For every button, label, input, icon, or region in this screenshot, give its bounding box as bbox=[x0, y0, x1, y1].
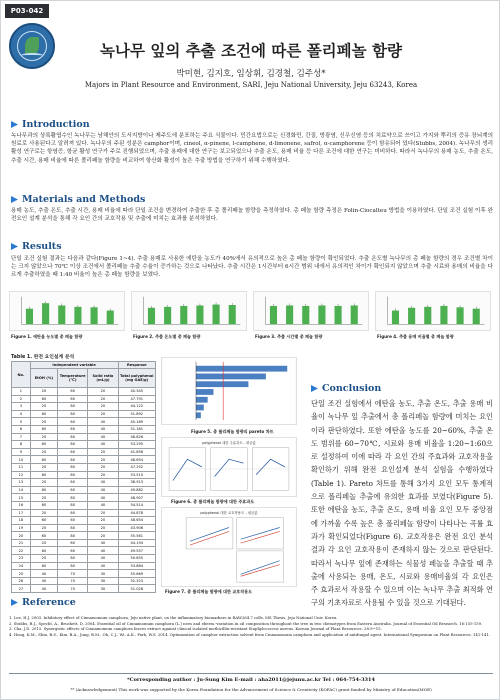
figure-7-caption: Figure 7. 총 폴리페놀 함량에 대한 교호작용도 bbox=[165, 589, 253, 594]
table-cell: 40 bbox=[88, 479, 118, 487]
table-row bbox=[12, 388, 156, 396]
conclusion-text: 단일 조건 실험에서 에탄올 농도, 추출 온도, 추출 용매 비율이 녹나무 잎 추출에서 총 폴리페놀 함량에 미치는 요인이라 판단하였다. 또한 에탄올 농도를 20~60%, 추출 온도 범위를 60~70℃, 시료와 용매 비율을 1:20~1:60으로 설정하여 이에 따라 각 요인 간의 주효과와 교호작용을 확인하기 위해 완전 요인설계 분석 실험을 수행하였다(Table 1). Pareto 차트를 통해 3가지 요인 모두 통계적으로 폴리페놀 추출에 유의한 효과를 보였다(Figure 5). 또한 에탄올 농도, 추출 온도, 용매 비율 요인 모두 중앙점에 가까울 수록 높은 총 폴리페놀 함량이 나타나는 곡률 효과가 확인되었다(Figure 6). 교호작용은 완전 요인 분석 결과 각 요인 교호작용이 존재하지 않는 것으로 판단된다. 따라서 녹나무 잎에 존재하는 식물성 페놀을 추출할 때 추출에 사용되는 용매, 온도, 시료와 용매비율의 각 요인은 주 효과로서 작용할 수 있으며 이는 녹나무 추출 최적화 연구의 기초자료로 사용될 수 있을 것으로 기대된다. bbox=[311, 399, 493, 608]
table-cell: 20 bbox=[88, 517, 118, 525]
table-cell: 60 bbox=[30, 425, 57, 433]
table-row bbox=[12, 456, 156, 464]
table-cell: 51.181 bbox=[118, 425, 155, 433]
table-cell: 40 bbox=[88, 441, 118, 449]
table-cell: 21 bbox=[12, 539, 31, 547]
table-cell: 20 bbox=[88, 532, 118, 540]
table-cell: 40 bbox=[88, 562, 118, 570]
table-cell: 60 bbox=[58, 479, 88, 487]
table-header-etoh: EtOH (%) bbox=[30, 369, 57, 388]
table-row bbox=[12, 539, 156, 547]
poster-title: 녹나무 잎의 추출 조건에 따른 폴리페놀 함량 bbox=[100, 42, 402, 60]
chart-bar bbox=[270, 306, 277, 324]
table-row bbox=[12, 524, 156, 532]
table-cell: 60 bbox=[58, 448, 88, 456]
table-cell: 48.907 bbox=[118, 494, 155, 502]
table-cell: 16 bbox=[12, 501, 31, 509]
table-cell: 60 bbox=[30, 441, 57, 449]
table-cell: 43.906 bbox=[118, 524, 155, 532]
table-cell: 49.882 bbox=[118, 486, 155, 494]
chart-bar bbox=[196, 305, 203, 324]
table-cell: 41.856 bbox=[118, 448, 155, 456]
table-cell: 20 bbox=[88, 395, 118, 403]
table-cell: 9 bbox=[12, 448, 31, 456]
table-cell: 48.654 bbox=[118, 456, 155, 464]
table-row bbox=[12, 410, 156, 418]
pareto-bar bbox=[196, 389, 213, 395]
table-cell: 13 bbox=[12, 479, 31, 487]
poster-affiliation: Majors in Plant Resource and Environment, SARI, Jeju National University, Jeju 63243, Korea bbox=[84, 81, 418, 89]
poster-id: P03-042 bbox=[5, 4, 49, 18]
table-cell: 40 bbox=[30, 570, 57, 578]
table-row bbox=[12, 509, 156, 517]
table-header-total: Total polyphenol (mg GAE/g) bbox=[118, 369, 155, 388]
figure-1-caption: Figure 1. 에탄올 농도별 총 페놀 함량 bbox=[11, 334, 83, 339]
table-row bbox=[12, 517, 156, 525]
chart-bar bbox=[180, 306, 187, 324]
table-row bbox=[12, 479, 156, 487]
chart-bar bbox=[302, 306, 309, 324]
table-cell: 60 bbox=[58, 509, 88, 517]
arrow-icon bbox=[311, 385, 318, 392]
table-cell: 60 bbox=[58, 539, 88, 547]
pareto-bar bbox=[196, 374, 266, 380]
table-cell: 26 bbox=[12, 577, 31, 585]
table-cell: 60 bbox=[30, 486, 57, 494]
table-row bbox=[12, 547, 156, 555]
conclusion-heading: Conclusion bbox=[311, 383, 381, 394]
arrow-icon bbox=[11, 196, 18, 203]
table-cell: 3 bbox=[12, 403, 31, 411]
table-row bbox=[12, 555, 156, 563]
table-cell: 5 bbox=[12, 418, 31, 426]
pareto-bar bbox=[196, 412, 201, 418]
results-text: 단일 조건 실험 결과는 다음과 같다(Figure 1~4). 추출 용매로 사용한 에탄올 농도가 40%에서 유의적으로 높은 총 페놀 함량이 확인되었다. 추출 온도별 녹나무의 총 페놀 함량의 경우 조건별 차이는 크지 않았으나 70℃ 이상 조건에서 폴리페놀 추출 수율이 증가하는 것으로 나타났다. 추출 시간은 1시간부터 6시간 범위 내에서 유의적인 차이가 확인되지 않았으며 추출 시료와 용매의 비율을 다르게 추출하였을 때 1:40 비율이 높은 총 페놀 함량을 보였다. bbox=[11, 256, 493, 279]
table-cell: 20 bbox=[30, 524, 57, 532]
table-cell: 70 bbox=[58, 577, 88, 585]
table-cell: 30 bbox=[88, 577, 118, 585]
table-cell: 80 bbox=[58, 555, 88, 563]
table-cell: 60 bbox=[58, 486, 88, 494]
table-row bbox=[12, 471, 156, 479]
table-cell: 20 bbox=[30, 418, 57, 426]
table-cell: 20 bbox=[30, 539, 57, 547]
table-cell: 80 bbox=[58, 433, 88, 441]
table-row bbox=[12, 486, 156, 494]
reference-item: 3. Cha, J.D. 2015. Synergistic effects of Cinnamomum camphora leaves extract against clinical isolated methicillin-resistant Staphylococcus aureus. Korean Journal of Plant Resources. 28:9~15. bbox=[9, 626, 382, 632]
table-cell: 30 bbox=[88, 585, 118, 593]
pareto-bar bbox=[196, 366, 287, 372]
table-cell: 40 bbox=[88, 433, 118, 441]
table-cell: 40 bbox=[88, 418, 118, 426]
methods-text: 용매 농도, 추출 온도, 추출 시간, 용매 비율에 따라 단일 조건을 변경하여 추출한 후 총 폴리페놀 함량을 측정하였다. 총 페놀 함량 측정은 Folin-Ciocalteu 방법을 이용하였다. 단일 조건 실험 이후 완전요인 설계 분석을 통해 각 요인 간의 교호작용 및 추출에 미치는 효과를 분석하였다. bbox=[11, 208, 493, 223]
table-cell: 51.892 bbox=[118, 410, 155, 418]
table-cell: 40 bbox=[88, 425, 118, 433]
table-cell: 22 bbox=[12, 547, 31, 555]
design-table bbox=[11, 361, 156, 593]
table-cell: 20 bbox=[88, 456, 118, 464]
table-cell: 30 bbox=[88, 570, 118, 578]
table-cell: 48.654 bbox=[118, 517, 155, 525]
chart-axis bbox=[143, 297, 240, 325]
arrow-icon bbox=[11, 121, 18, 128]
table-cell: 20 bbox=[30, 509, 57, 517]
references-list bbox=[9, 615, 495, 637]
table-cell: 60 bbox=[58, 547, 88, 555]
table-row bbox=[12, 463, 156, 471]
figure-5-caption: Figure 5. 총 폴리페놀 함량의 pareto 차트 bbox=[191, 429, 274, 434]
figure-2-chart bbox=[131, 291, 247, 331]
table-row bbox=[12, 562, 156, 570]
chart-bar bbox=[91, 307, 98, 324]
chart-bar bbox=[408, 308, 415, 325]
table-cell: 80 bbox=[58, 441, 88, 449]
methods-heading: Materials and Methods bbox=[11, 194, 145, 205]
table-cell: 50.655 bbox=[118, 555, 155, 563]
figure-4-chart bbox=[375, 291, 491, 331]
table-cell: 12 bbox=[12, 471, 31, 479]
table-cell: 80 bbox=[58, 410, 88, 418]
table-cell: 60 bbox=[58, 395, 88, 403]
table-cell: 49.557 bbox=[118, 547, 155, 555]
table-row bbox=[12, 425, 156, 433]
table-row bbox=[12, 395, 156, 403]
chart-bar bbox=[286, 305, 293, 324]
table-row bbox=[12, 418, 156, 426]
table-cell: 40 bbox=[88, 486, 118, 494]
figure-2-caption: Figure 2. 추출 온도별 총 페놀 함량 bbox=[133, 334, 201, 339]
chart-bar bbox=[164, 307, 171, 324]
table-cell: 44.194 bbox=[118, 539, 155, 547]
table-cell: 60 bbox=[30, 395, 57, 403]
table-cell: 11 bbox=[12, 463, 31, 471]
table-cell: 45.169 bbox=[118, 418, 155, 426]
table-cell: 20 bbox=[12, 532, 31, 540]
table-cell: 55.669 bbox=[118, 570, 155, 578]
table-cell: 18 bbox=[12, 517, 31, 525]
table-cell: 47.252 bbox=[118, 463, 155, 471]
pareto-bar bbox=[196, 381, 248, 387]
table-row bbox=[12, 441, 156, 449]
chart-bar bbox=[440, 306, 447, 324]
pareto-bar bbox=[196, 405, 204, 411]
chart-bar bbox=[74, 307, 81, 324]
table-cell: 20 bbox=[88, 410, 118, 418]
figure-3-chart bbox=[253, 291, 369, 331]
table-row bbox=[12, 448, 156, 456]
table-cell: 20 bbox=[30, 555, 57, 563]
table-cell: 20 bbox=[30, 388, 57, 396]
chart-bar bbox=[58, 305, 65, 324]
table-cell: 38.913 bbox=[118, 479, 155, 487]
arrow-icon bbox=[11, 599, 18, 606]
table-cell: 55.561 bbox=[118, 532, 155, 540]
chart-bar bbox=[26, 309, 33, 325]
chart-axis bbox=[265, 297, 362, 325]
table-cell: 60 bbox=[30, 547, 57, 555]
table-cell: 70 bbox=[58, 570, 88, 578]
table-cell: 52.323 bbox=[118, 577, 155, 585]
table-header-independent: Independent variable bbox=[30, 362, 118, 369]
table-row bbox=[12, 570, 156, 578]
table-cell: 51.028 bbox=[118, 585, 155, 593]
table-cell: 54.514 bbox=[118, 501, 155, 509]
table-cell: 25 bbox=[12, 570, 31, 578]
table-cell: 60 bbox=[30, 501, 57, 509]
table-row bbox=[12, 532, 156, 540]
table-cell: 10 bbox=[12, 456, 31, 464]
figure-4-caption: Figure 4. 추출 용매 비율별 총 페놀 함량 bbox=[377, 334, 454, 339]
intro-text: 녹나무과의 상록활엽수인 녹나무는 남해안의 도서지방이나 제주도에 분포하는 주요 식물이다. 민간요법으로는 신경화민, 간질, 방광염, 신우신염 등의 치료약으로 쓰이고 가지와 뿌리의 증유 장뇌계의 원료로 사용된다고 알려져 있다. 녹나무의 주된 성분은 camphor이며, cineol, α-pinene, l-camphene, d-limonene, safrol, α-camphorene 등이 함유되어 있다(Stubbs, 2004). 녹나무의 생리활성 연구로는 항염증, 항균 활성 연구가 주로 진행되었으며, 추출 용매에 대한 연구는 보고되었으나 추출 온도, 용매 비율 등 다른 조건에 대한 연구는 미비하다. 따라서 녹나무의 용매 농도, 추출 온도, 추출 시간, 용매 비율에 따른 폴리페놀 함량을 비교하여 항산화 활성이 높은 추출 방법을 연구하기 위해 수행하였다. bbox=[11, 133, 493, 164]
table-cell: 40 bbox=[88, 555, 118, 563]
table-cell: 20 bbox=[88, 403, 118, 411]
table-header-no: No. bbox=[12, 362, 31, 388]
table-cell: 20 bbox=[88, 524, 118, 532]
table-cell: 40 bbox=[88, 494, 118, 502]
table-cell: 24 bbox=[12, 562, 31, 570]
figure-6-caption: Figure 6. 총 폴리페놀 함량에 대한 주효과도 bbox=[171, 499, 255, 504]
intro-heading: Introduction bbox=[11, 119, 90, 130]
table-cell: 20 bbox=[88, 471, 118, 479]
table-cell: 20 bbox=[30, 463, 57, 471]
figure-7-inner-title: polyphenol 대한 교호작용도 - 평균값 bbox=[200, 510, 258, 515]
table-cell: 40 bbox=[88, 539, 118, 547]
chart-axis bbox=[21, 297, 118, 325]
table-cell: 20 bbox=[30, 494, 57, 502]
table-cell: 80 bbox=[58, 471, 88, 479]
table-cell: 60 bbox=[30, 471, 57, 479]
table-cell: 40.345 bbox=[118, 388, 155, 396]
figure-6-inner-title: polyphenol 대한 주효과도 - 평균값 bbox=[202, 440, 256, 445]
table-cell: 60 bbox=[30, 562, 57, 570]
table-cell: 70 bbox=[58, 585, 88, 593]
arrow-icon bbox=[11, 243, 18, 250]
reference-item: 4. Hong, K.M., Shin, B.S., Kim, B.A., Jung, B.M., Oh, C.J., Wi, A.K., Park, W.S. 2014. Optimization of camphor extraction solvent from Cinnamomum camphora and application of antifungal agent. International Symposium on Plant Resources. 141-141. bbox=[9, 631, 490, 637]
table-cell: 23 bbox=[12, 555, 31, 563]
chart-bar bbox=[107, 311, 114, 325]
table-cell: 20 bbox=[30, 448, 57, 456]
table-cell: 2 bbox=[12, 395, 31, 403]
table-cell: 20 bbox=[30, 479, 57, 487]
table-cell: 17 bbox=[12, 509, 31, 517]
table-cell: 53.864 bbox=[118, 562, 155, 570]
table-cell: 20 bbox=[30, 403, 57, 411]
table-cell: 80 bbox=[58, 403, 88, 411]
table-cell: 1 bbox=[12, 388, 31, 396]
table-cell: 40 bbox=[88, 501, 118, 509]
table-cell: 60 bbox=[30, 410, 57, 418]
chart-bar bbox=[457, 307, 464, 324]
chart-bar bbox=[392, 311, 399, 325]
table-cell: 47.791 bbox=[118, 395, 155, 403]
table-cell: 80 bbox=[58, 463, 88, 471]
table-cell: 19 bbox=[12, 524, 31, 532]
table-cell: 20 bbox=[88, 448, 118, 456]
figure-7-interaction-chart bbox=[161, 507, 297, 587]
table-cell: 20 bbox=[30, 433, 57, 441]
table-cell: 80 bbox=[58, 494, 88, 502]
table-cell: 60 bbox=[30, 532, 57, 540]
table-cell: 60 bbox=[30, 517, 57, 525]
table-row bbox=[12, 501, 156, 509]
table-cell: 20 bbox=[88, 509, 118, 517]
table-cell: 60 bbox=[58, 388, 88, 396]
table-cell: 60 bbox=[58, 418, 88, 426]
chart-bar bbox=[213, 305, 220, 325]
table-title: Table 1. 완전 요인설계 분석 bbox=[11, 355, 75, 360]
table-cell: 80 bbox=[58, 562, 88, 570]
table-cell: 80 bbox=[58, 524, 88, 532]
table-cell: 6 bbox=[12, 425, 31, 433]
figure-5-pareto-chart bbox=[161, 357, 297, 425]
table-cell: 44.122 bbox=[118, 403, 155, 411]
reference-item: 1. Lee, H.J. 2003. Inhibitory effect of Cinnamomum camphora, Jeju native plant, on the inflammatory biomarkers in RAW264.7 cells. MS Thesis, Jeju National Univ. Korea. bbox=[9, 615, 338, 620]
table-cell: 40 bbox=[30, 585, 57, 593]
pareto-bar bbox=[196, 397, 208, 403]
university-logo-icon bbox=[9, 23, 55, 69]
table-row bbox=[12, 403, 156, 411]
chart-bar bbox=[473, 309, 480, 325]
table-cell: 80 bbox=[58, 532, 88, 540]
table-header-temp: Temperature (℃) bbox=[58, 369, 88, 388]
table-cell: 40 bbox=[30, 577, 57, 585]
chart-bar bbox=[229, 305, 236, 324]
chart-bar bbox=[351, 305, 358, 324]
table-cell: 14 bbox=[12, 486, 31, 494]
table-cell: 40 bbox=[88, 547, 118, 555]
table-cell: 60 bbox=[58, 456, 88, 464]
results-heading: Results bbox=[11, 241, 62, 252]
table-cell: 20 bbox=[88, 463, 118, 471]
table-cell: 15 bbox=[12, 494, 31, 502]
footer-divider bbox=[9, 673, 493, 674]
table-cell: 27 bbox=[12, 585, 31, 593]
table-row bbox=[12, 433, 156, 441]
figure-6-main-effects-chart bbox=[161, 437, 297, 497]
figure-1-chart bbox=[9, 291, 125, 331]
table-cell: 60 bbox=[58, 517, 88, 525]
table-cell: 60 bbox=[30, 456, 57, 464]
table-cell: 60 bbox=[58, 425, 88, 433]
references-heading: Reference bbox=[11, 597, 76, 608]
table-cell: 80 bbox=[58, 501, 88, 509]
chart-bar bbox=[335, 306, 342, 324]
table-row bbox=[12, 577, 156, 585]
chart-bar bbox=[148, 308, 155, 325]
table-cell: 53.510 bbox=[118, 471, 155, 479]
poster-authors: 박미현, 김지호, 임상휘, 김경철, 김주성* bbox=[176, 69, 326, 79]
chart-bar bbox=[318, 305, 325, 324]
chart-bar bbox=[424, 307, 431, 324]
chart-bar bbox=[42, 303, 49, 324]
reference-item: 2. Stubbs, B.J., Specht, A., Brushett, D. 2004. Essential oil of Cinnamomum camphora (L.) nees and eberm.-variation in oil composition throughout the tree in two chemotypes from Eastern Australia. Journal of Essential Oil Research. 16:155-159. bbox=[9, 620, 483, 626]
table-row bbox=[12, 585, 156, 593]
table-header-response: Response bbox=[118, 362, 155, 369]
table-cell: 20 bbox=[88, 388, 118, 396]
table-cell: 53.295 bbox=[118, 441, 155, 449]
table-cell: 44.878 bbox=[118, 509, 155, 517]
corresponding-author: *Corresponding author : Ju-Sung Kim E-mail : aha2011@jejunu.ac.kr Tel : 064-754-3314 bbox=[127, 677, 375, 683]
table-cell: 8 bbox=[12, 441, 31, 449]
table-cell: 7 bbox=[12, 433, 31, 441]
acknowledgement: ** (Acknowledgement) This work was supported by the Korea Foundation for the Advancement of Science & Creativity (KOFAC) grant funded by Ministry of Education(MOE) bbox=[70, 687, 432, 692]
figure-3-caption: Figure 3. 추출 시간별 총 페놀 함량 bbox=[255, 334, 323, 339]
table-cell: 48.826 bbox=[118, 433, 155, 441]
chart-axis bbox=[387, 297, 484, 325]
table-header-solid: Solid ratio (mL/g) bbox=[88, 369, 118, 388]
table-cell: 4 bbox=[12, 410, 31, 418]
table-row bbox=[12, 494, 156, 502]
